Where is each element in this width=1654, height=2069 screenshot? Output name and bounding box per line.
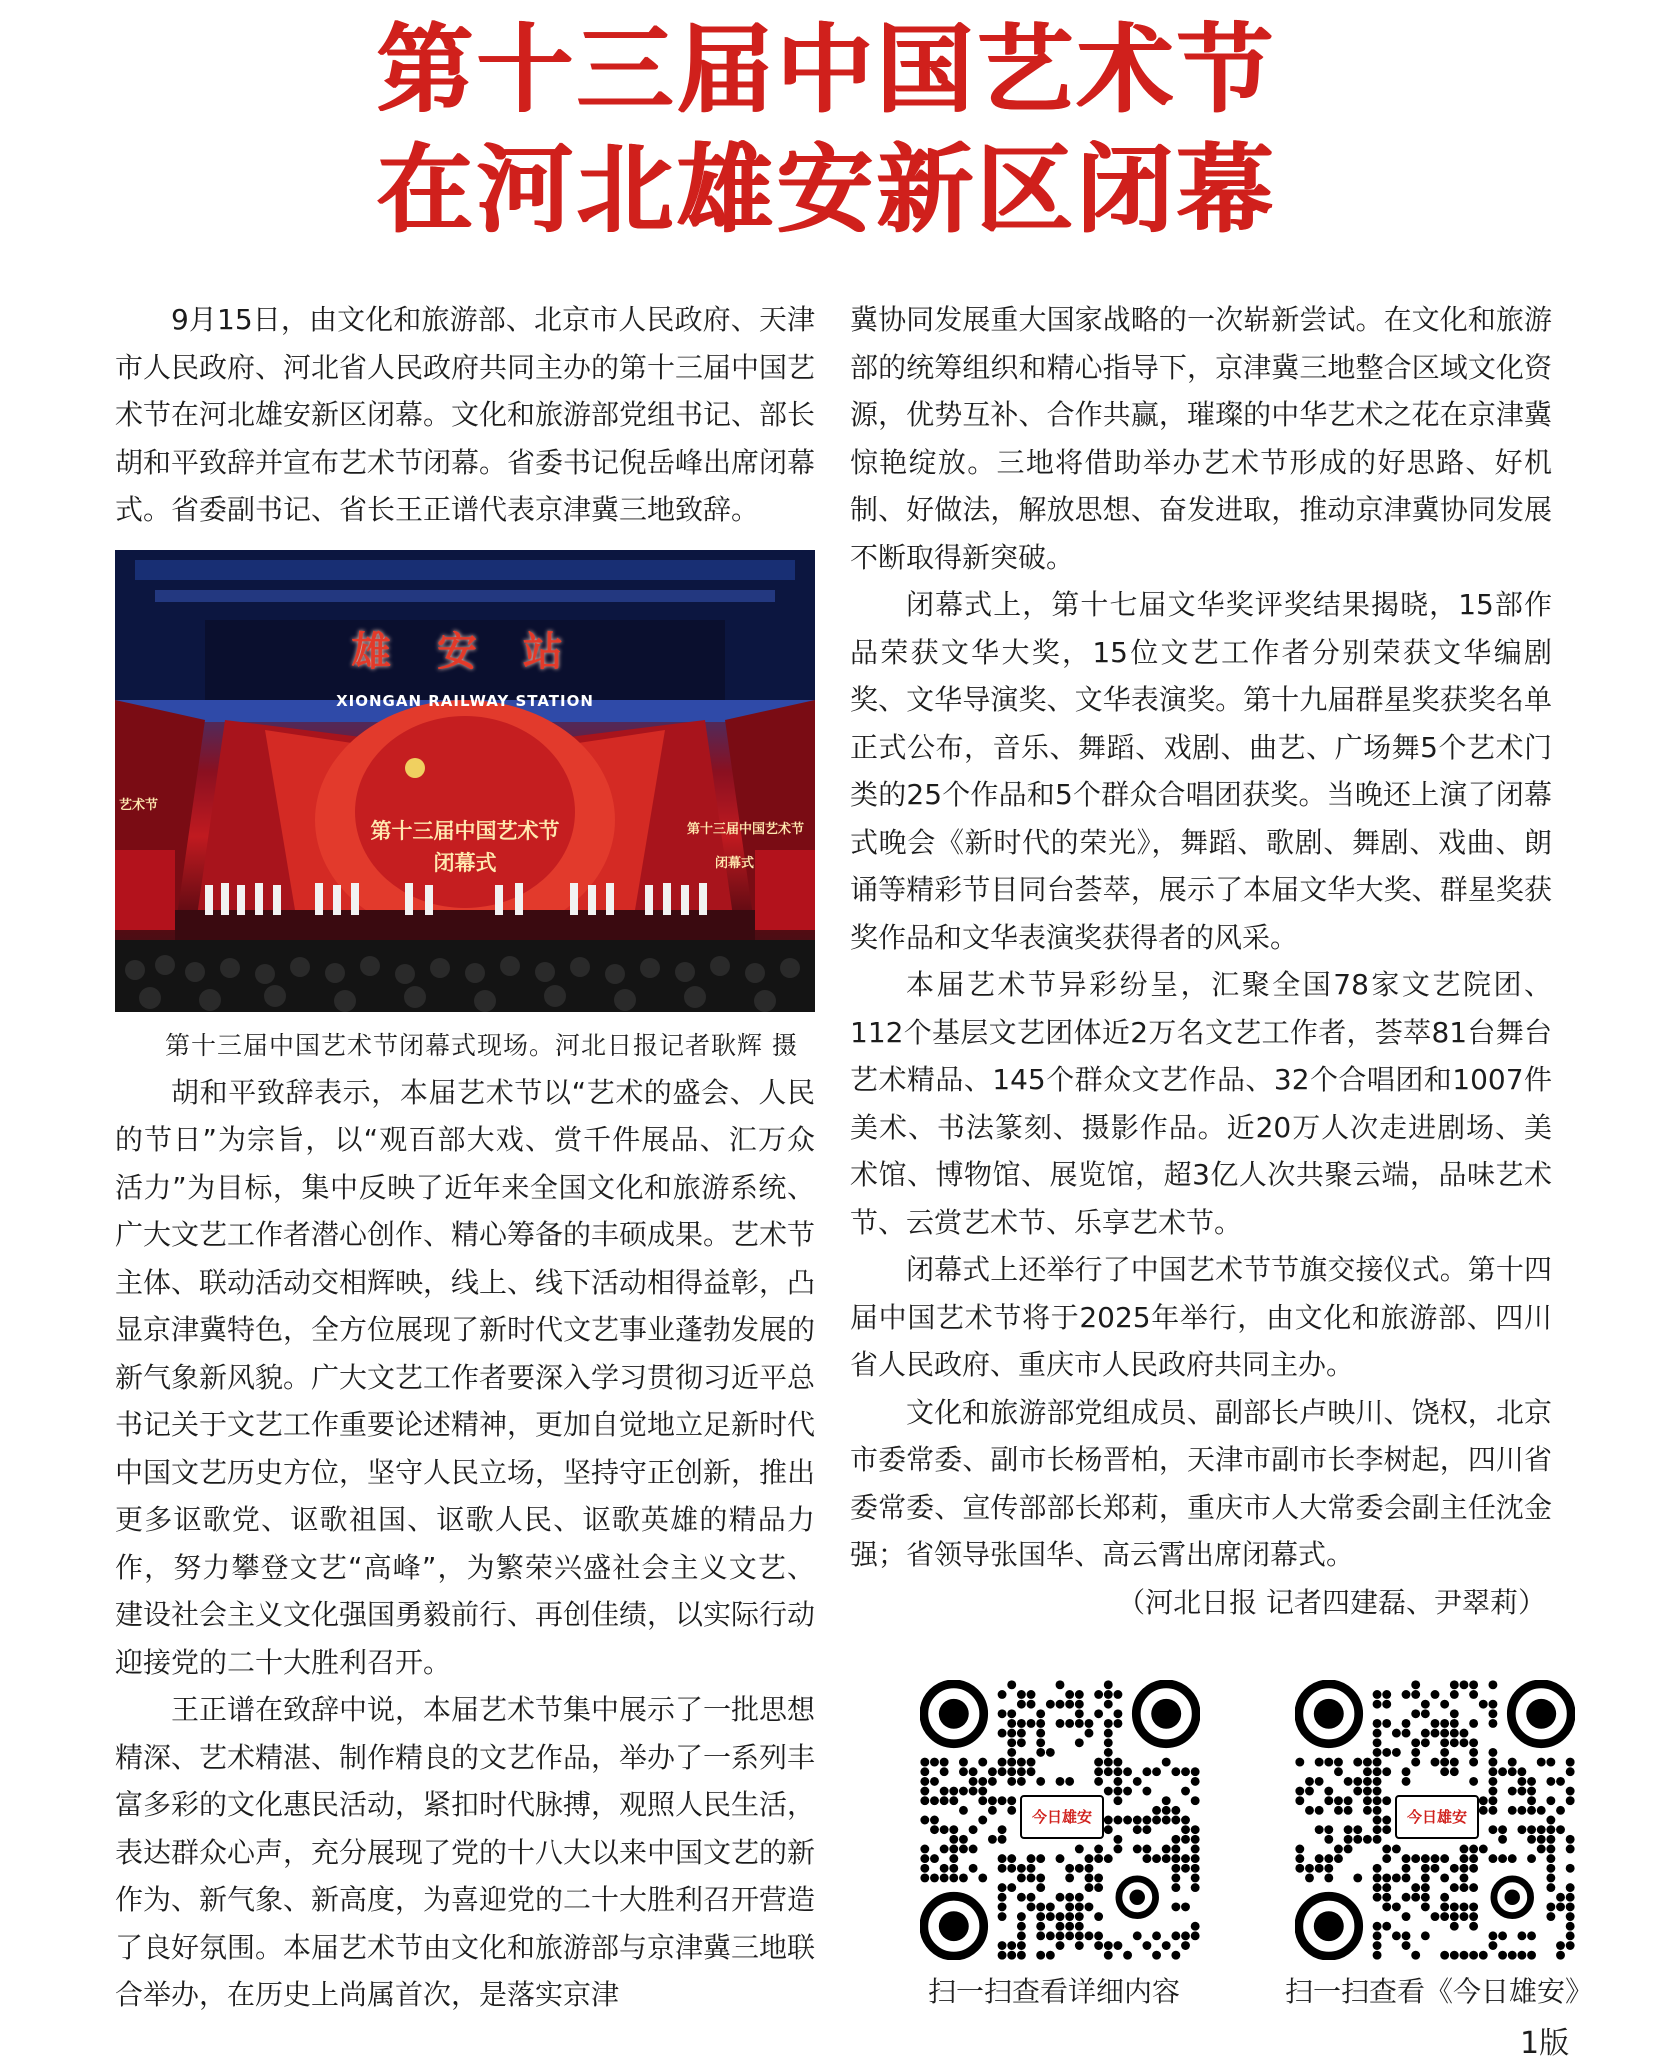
app-logo: 今日雄安	[1395, 1795, 1479, 1839]
article-column-right	[850, 296, 1552, 1626]
article-paragraph: 本届艺术节异彩纷呈，汇聚全国78家文艺院团、112个基层文艺团体近2万名文艺工作者，荟萃81台舞台艺术精品、145个群众文艺作品、32个合唱团和1007件美术、书法篆刻、摄影作品。近20万人次走进剧场、美术馆、博物馆、展览馆，超3亿人次共聚云端，品味艺术节、云赏艺术节、乐享艺术节。	[850, 968, 1552, 1239]
qr-label-app: 扫一扫查看《今日雄安》	[1285, 1975, 1594, 2008]
stage-screen-subtitle: 闭幕式	[433, 850, 497, 875]
right-screen-subtext: 闭幕式	[715, 855, 755, 871]
left-screen-text: 艺术节	[119, 797, 159, 813]
station-sign-chinese: 雄 安 站	[351, 627, 579, 675]
headline-line-1: 第十三届中国艺术节	[377, 13, 1277, 126]
qr-code-details[interactable]	[920, 1680, 1200, 1960]
event-photo	[115, 550, 815, 1012]
qr-label-details: 扫一扫查看详细内容	[928, 1975, 1181, 2008]
headline-line-2: 在河北雄安新区闭幕	[377, 133, 1277, 246]
right-screen-text: 第十三届中国艺术节	[687, 821, 805, 837]
app-logo: 今日雄安	[1020, 1795, 1104, 1839]
byline: （河北日报 记者四建磊、尹翠莉）	[1117, 1585, 1546, 1619]
article-column-left	[115, 296, 815, 2019]
article-paragraph: 9月15日，由文化和旅游部、北京市人民政府、天津市人民政府、河北省人民政府共同主办的第十三届中国艺术节在河北雄安新区闭幕。文化和旅游部党组书记、部长胡和平致辞并宣布艺术节闭幕。省委书记倪岳峰出席闭幕式。省委副书记、省长王正谱代表京津冀三地致辞。	[115, 303, 816, 526]
article-paragraph: 闭幕式上还举行了中国艺术节节旗交接仪式。第十四届中国艺术节将于2025年举行，由文化和旅游部、四川省人民政府、重庆市人民政府共同主办。	[850, 1253, 1552, 1381]
article-paragraph: 文化和旅游部党组成员、副部长卢映川、饶权，北京市委常委、副市长杨晋柏，天津市副市长李树起，四川省委常委、宣传部部长郑莉，重庆市人大常委会副主任沈金强；省领导张国华、高云霄出席闭幕式。	[850, 1395, 1552, 1571]
article-paragraph: 闭幕式上，第十七届文华奖评奖结果揭晓，15部作品荣获文华大奖，15位文艺工作者分别荣获文华编剧奖、文华导演奖、文华表演奖。第十九届群星奖获奖名单正式公布，音乐、舞蹈、戏剧、曲艺、广场舞5个艺术门类的25个作品和5个群众合唱团获奖。当晚还上演了闭幕式晚会《新时代的荣光》，舞蹈、歌剧、舞剧、戏曲、朗诵等精彩节目同台荟萃，展示了本届文华大奖、群星奖获奖作品和文华表演奖获得者的风采。	[850, 588, 1552, 954]
photo-caption: 第十三届中国艺术节闭幕式现场。河北日报记者耿辉 摄	[165, 1030, 798, 1060]
qr-code-app[interactable]	[1295, 1680, 1575, 1960]
station-sign-english: XIONGAN RAILWAY STATION	[336, 691, 594, 710]
stage-scene-graphic	[115, 550, 815, 1012]
stage-screen-title: 第十三届中国艺术节	[370, 818, 560, 843]
article-paragraph: 胡和平致辞表示，本届艺术节以“艺术的盛会、人民的节日”为宗旨，以“观百部大戏、赏千件展品、汇万众活力”为目标，集中反映了近年来全国文化和旅游系统、广大文艺工作者潜心创作、精心筹备的丰硕成果。艺术节主体、联动活动交相辉映，线上、线下活动相得益彰，凸显京津冀特色，全方位展现了新时代文艺事业蓬勃发展的新气象新风貌。广大文艺工作者要深入学习贯彻习近平总书记关于文艺工作重要论述精神，更加自觉地立足新时代中国文艺历史方位，坚守人民立场，坚持守正创新，推出更多讴歌党、讴歌祖国、讴歌人民、讴歌英雄的精品力作，努力攀登文艺“高峰”，为繁荣兴盛社会主义文艺、建设社会主义文化强国勇毅前行、再创佳绩，以实际行动迎接党的二十大胜利召开。	[115, 1075, 816, 1679]
page-number: 1版	[1520, 2026, 1570, 2061]
article-paragraph: 冀协同发展重大国家战略的一次崭新尝试。在文化和旅游部的统筹组织和精心指导下，京津冀三地整合区域文化资源，优势互补、合作共赢，璀璨的中华艺术之花在京津冀惊艳绽放。三地将借助举办艺术节形成的好思路、好机制、好做法，解放思想、奋发进取，推动京津冀协同发展不断取得新突破。	[850, 303, 1552, 574]
article-paragraph: 王正谱在致辞中说，本届艺术节集中展示了一批思想精深、艺术精湛、制作精良的文艺作品，举办了一系列丰富多彩的文化惠民活动，紧扣时代脉搏，观照人民生活，表达群众心声，充分展现了党的十八大以来中国文艺的新作为、新气象、新高度，为喜迎党的二十大胜利召开营造了良好氛围。本届艺术节由文化和旅游部与京津冀三地联合举办，在历史上尚属首次，是落实京津	[115, 1693, 816, 2011]
